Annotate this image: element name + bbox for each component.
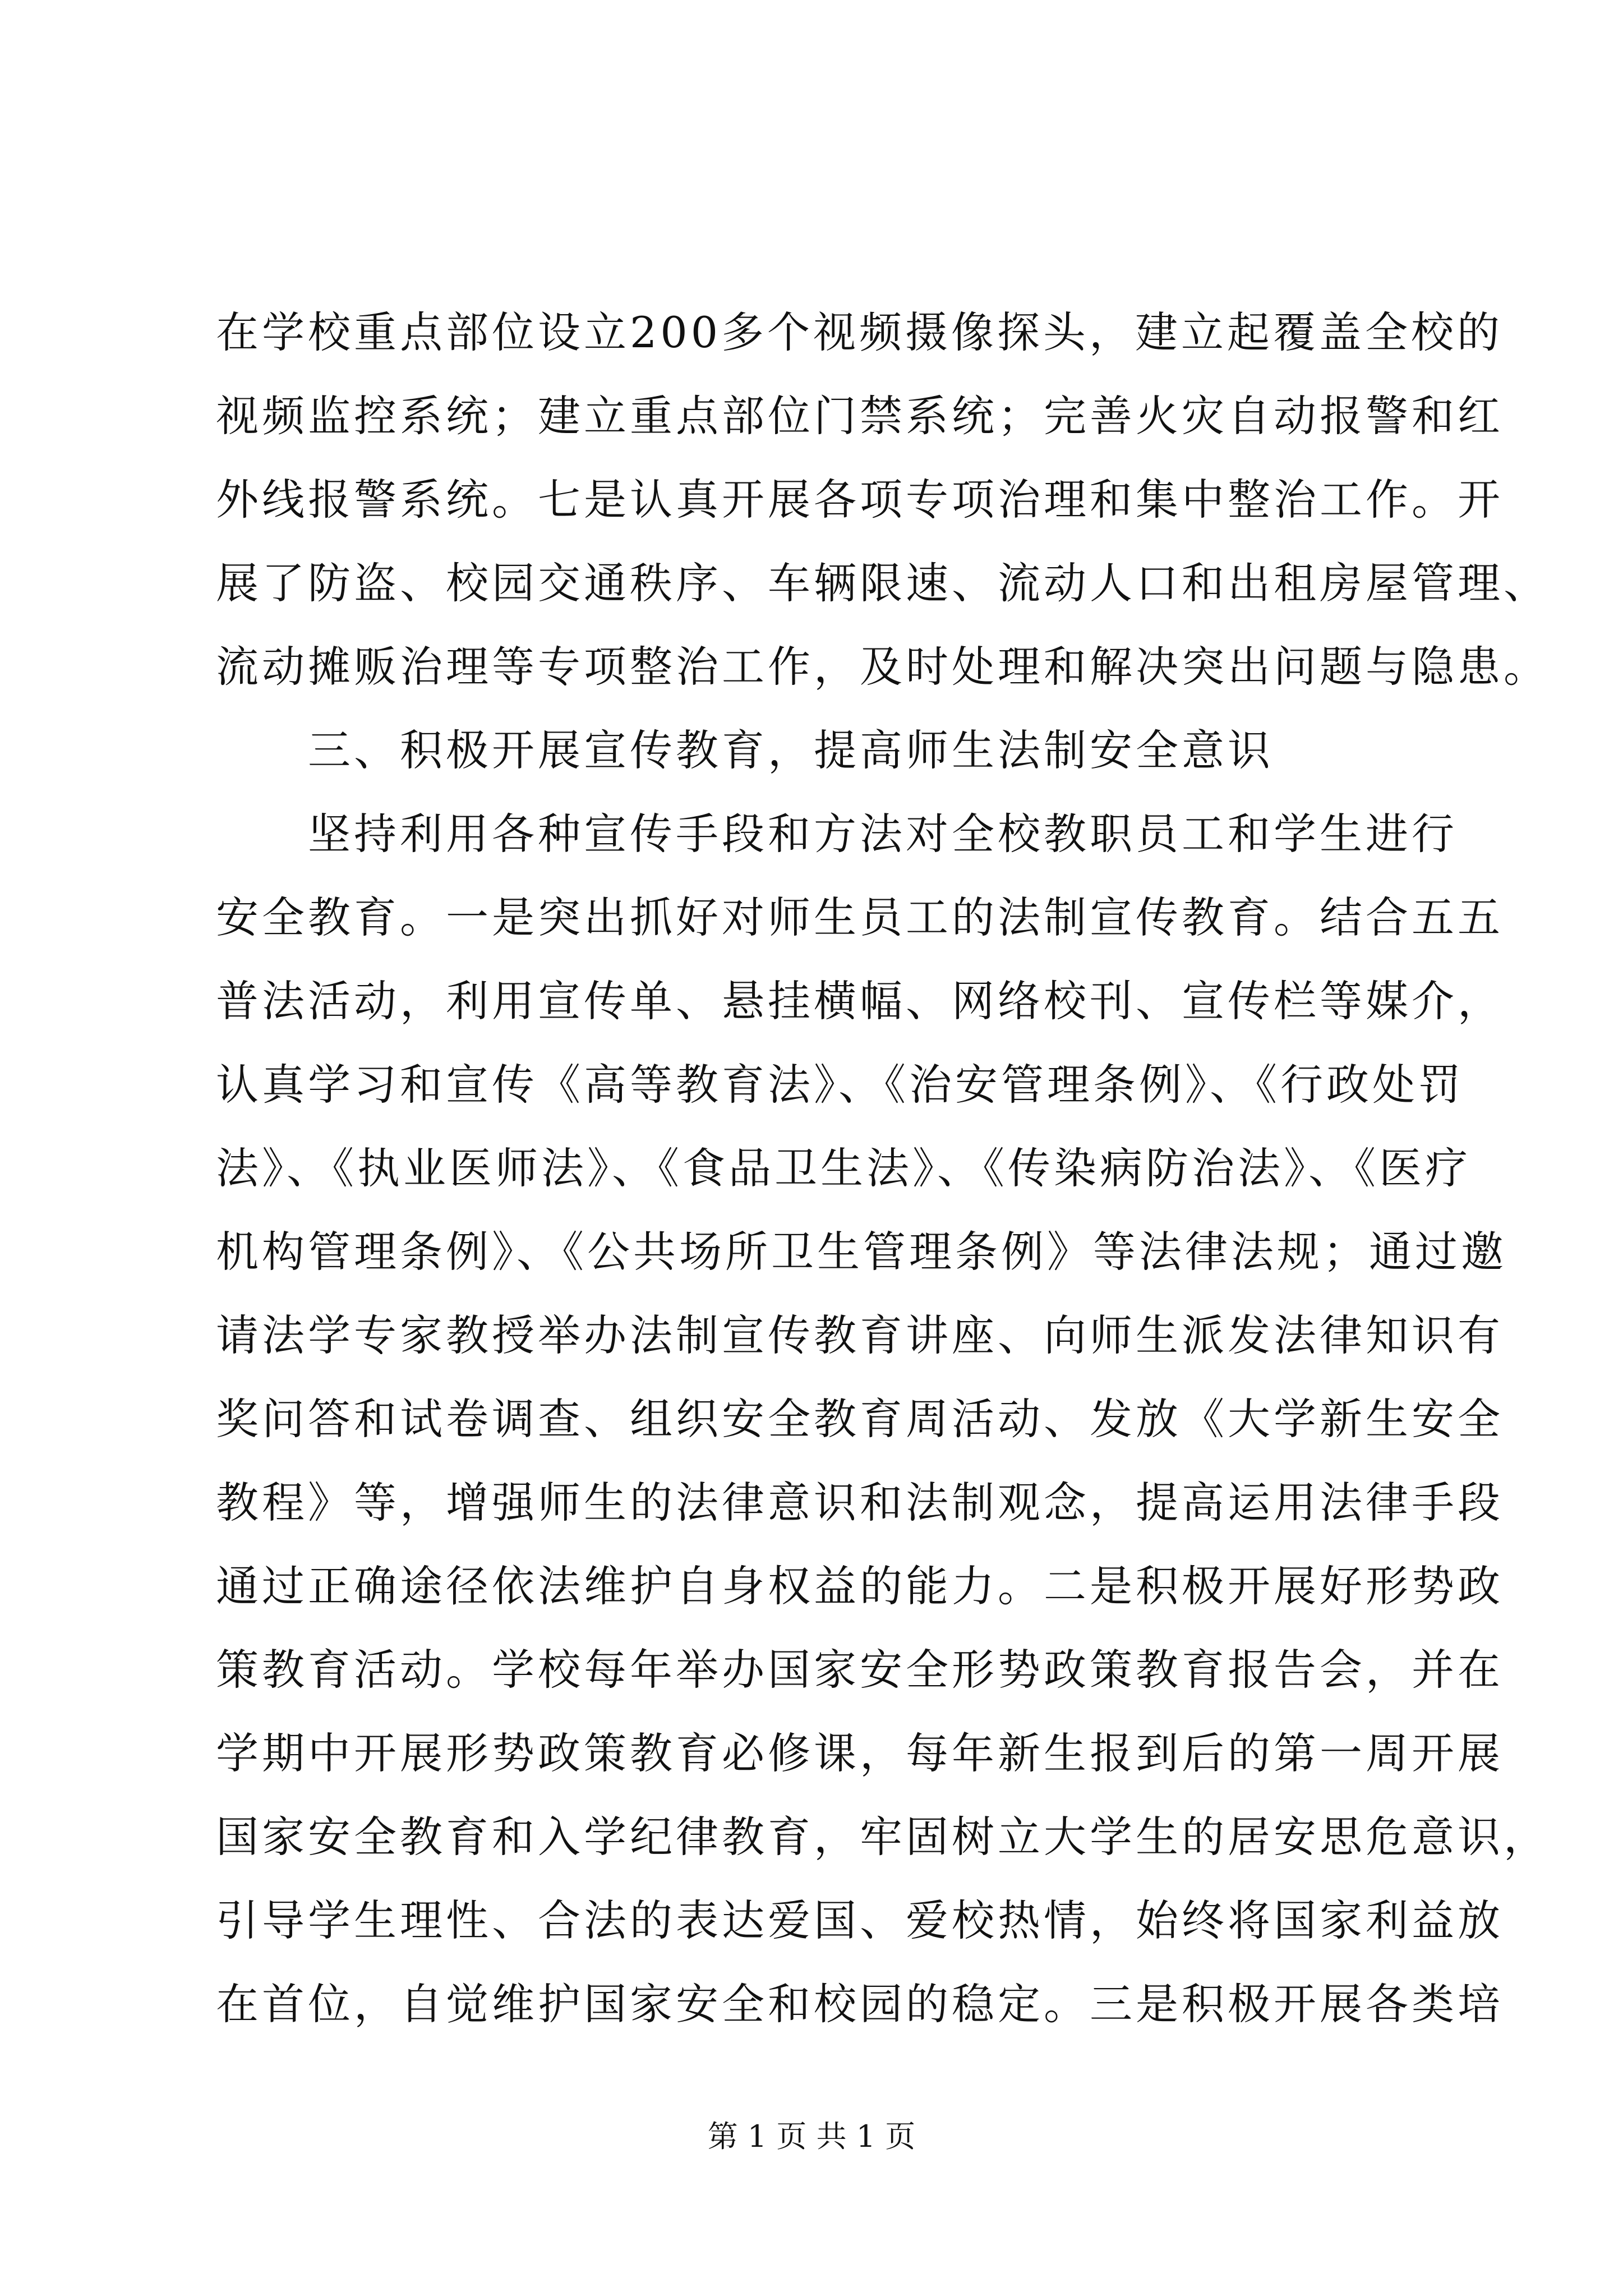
document-body [216,291,1550,2046]
text-line-1: 在学校重点部位设立200多个视频摄像探头，建立起覆盖全校的 [216,307,1504,357]
text-line-15: 教程》等，增强师生的法律意识和法制观念，提高运用法律手段 [216,1478,1504,1527]
text-line-20: 引导学生理性、合法的表达爱国、爱校热情，始终将国家利益放 [216,1895,1504,1945]
page-number-label: 第 1 页 共 1 页 [707,2119,916,2154]
text-line-2: 视频监控系统；建立重点部位门禁系统；完善火灾自动报警和红 [216,391,1504,441]
section-heading: 三、积极开展宣传教育，提高师生法制安全意识 [308,725,1274,775]
text-line-12: 机构管理条例》、《公共场所卫生管理条例》等法律法规；通过邀 [216,1227,1507,1277]
page-footer [0,2113,1623,2156]
text-line-8: 安全教育。一是突出抓好对师生员工的法制宣传教育。结合五五 [216,892,1504,942]
text-line-11: 法》、《执业医师法》、《食品卫生法》、《传染病防治法》、《医疗 [216,1143,1471,1193]
text-line-5: 流动摊贩治理等专项整治工作，及时处理和解决突出问题与隐患。 [216,642,1550,692]
text-line-13: 请法学专家教授举办法制宣传教育讲座、向师生派发法律知识有 [216,1310,1504,1360]
text-line-4: 展了防盗、校园交通秩序、车辆限速、流动人口和出租房屋管理、 [216,558,1550,608]
text-line-14: 奖问答和试卷调查、组织安全教育周活动、发放《大学新生安全 [216,1394,1504,1444]
text-line-7: 坚持利用各种宣传手段和方法对全校教职员工和学生进行 [308,809,1458,859]
text-line-19: 国家安全教育和入学纪律教育，牢固树立大学生的居安思危意识， [216,1812,1550,1862]
text-line-16: 通过正确途径依法维护自身权益的能力。二是积极开展好形势政 [216,1561,1504,1611]
text-line-18: 学期中开展形势政策教育必修课，每年新生报到后的第一周开展 [216,1728,1504,1778]
text-line-17: 策教育活动。学校每年举办国家安全形势政策教育报告会，并在 [216,1645,1504,1695]
text-line-3: 外线报警系统。七是认真开展各项专项治理和集中整治工作。开 [216,475,1504,524]
text-line-9: 普法活动，利用宣传单、悬挂横幅、网络校刊、宣传栏等媒介， [216,976,1504,1026]
text-line-21: 在首位，自觉维护国家安全和校园的稳定。三是积极开展各类培 [216,1979,1504,2029]
text-line-10: 认真学习和宣传《高等教育法》、《治安管理条例》、《行政处罚 [216,1060,1464,1110]
